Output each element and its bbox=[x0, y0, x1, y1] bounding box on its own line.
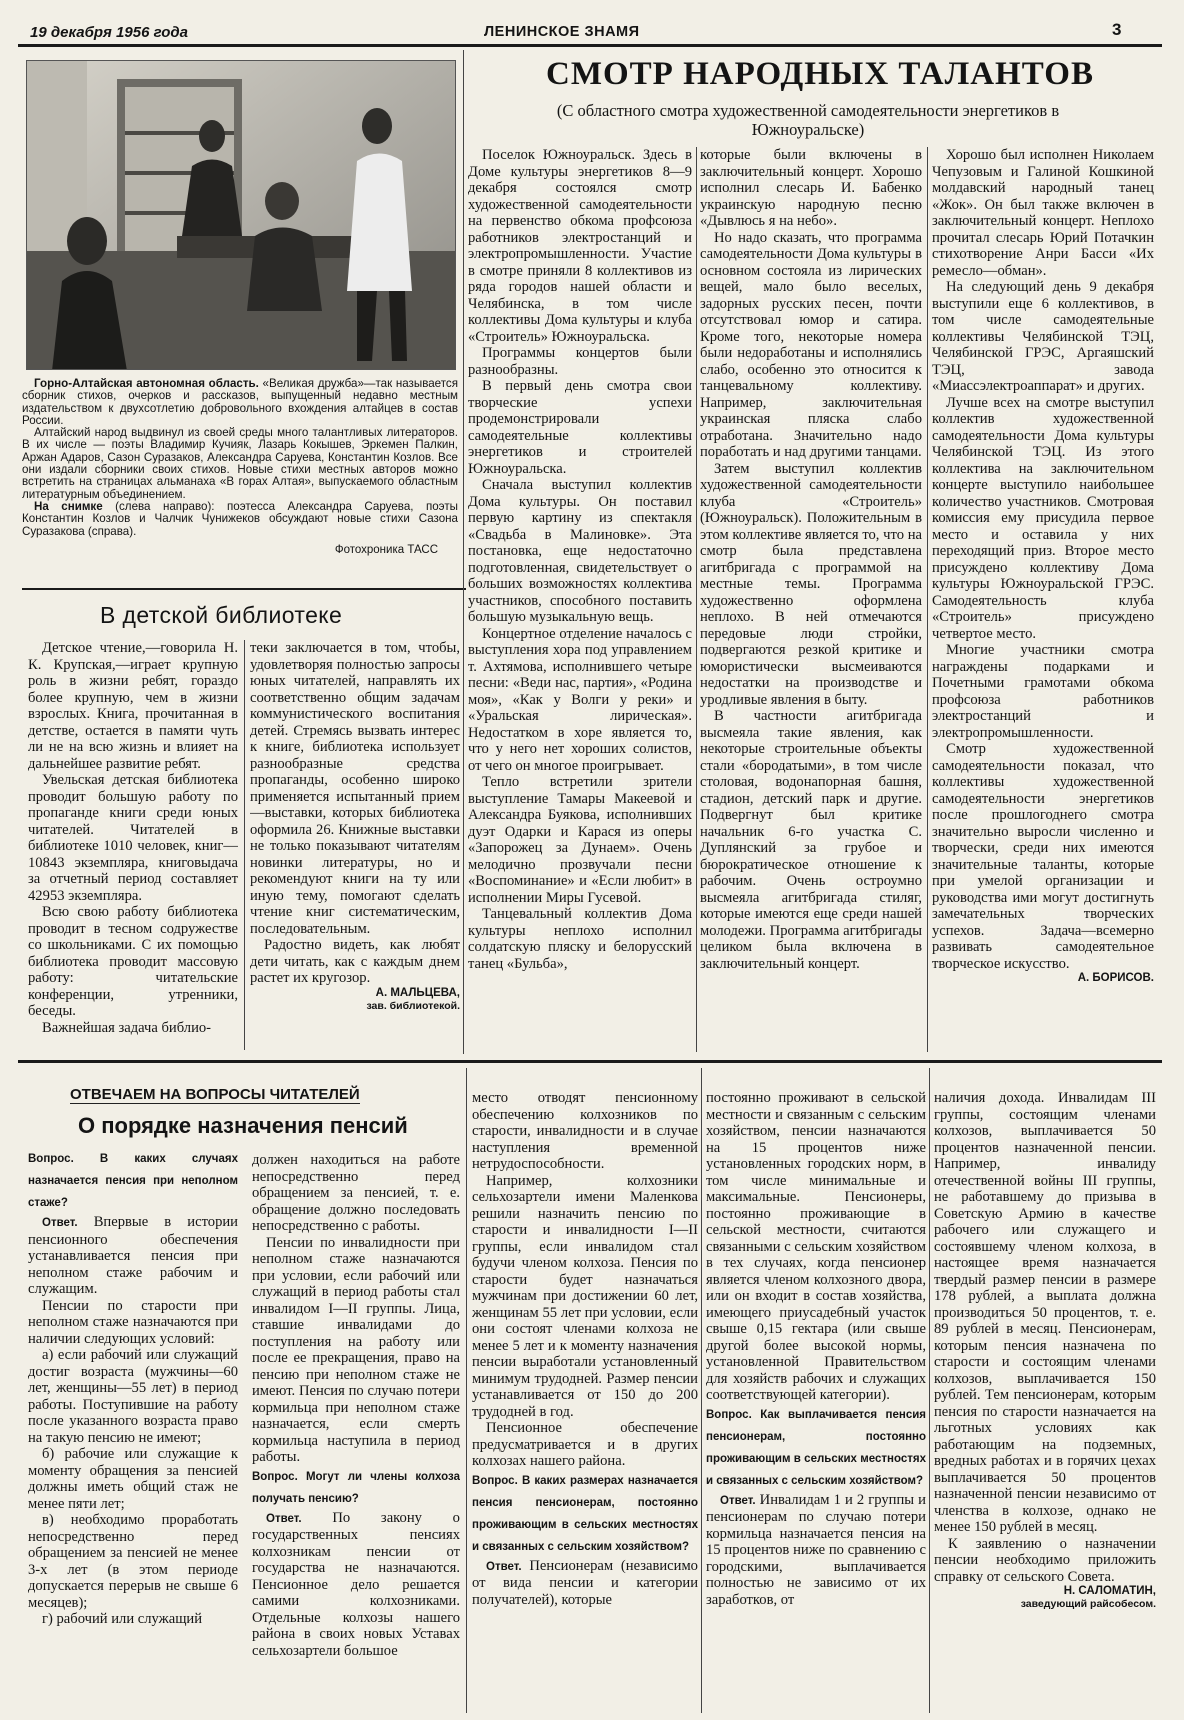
pensions-paragraph: должен находиться на работе непосредственно перед обращением за пенсией, т. е. обращение должно последовать непосредственно с работы. bbox=[252, 1152, 460, 1234]
library-author-role: зав. библиотекой. bbox=[366, 999, 460, 1012]
column-separator bbox=[466, 1068, 467, 1713]
newspaper-name: ЛЕНИНСКОЕ ЗНАМЯ bbox=[484, 24, 640, 40]
column-separator bbox=[696, 147, 697, 1052]
answer-text: Пенсионерам (независимо от вида пенсии и категории получателей), которые bbox=[472, 1557, 698, 1608]
page-number: 3 bbox=[1112, 20, 1122, 39]
issue-date: 19 декабря 1956 года bbox=[30, 24, 188, 41]
library-paragraph: Важнейшая задача библио- bbox=[42, 1019, 212, 1036]
question-label: Вопрос. bbox=[706, 1408, 752, 1421]
pensions-paragraph: наличия дохода. Инвалидам III группы, состоящим членами колхозов, выплачивается 50 процентов назначенной пенсии. Например, инвалиду отечественной войны III группы, не работавшему до призыва в Советскую Армию в качестве рабочего или служащего и состоявшему членом колхоза, в настоящее время назначается твердый размер пенсии в размере 178 рублей, а выплата должна производиться 50 процентов, т. е. 89 рублей в месяц. Пенсионерам, которым пенсия назначена по старости и состоящим членами колхозов, выплачивается 150 рублей. Тем пенсионерам, которым пенсия по старости назначается на льготных условиях как работающим на подземных, вредных работах и в горячих цехах выплачивается 50 процентов назначенной пенсии независимо от членства в колхозе, однако не менее 150 рублей в месяц. bbox=[934, 1090, 1156, 1535]
caption-text: «Великая дружба»—так называется сборник стихов, очерков и рассказов, выпущенный недавно местным издательством к двухсотлетию добровольного вхождения алтайцев в состав России. bbox=[22, 377, 459, 427]
talents-paragraph: Сначала выступил коллектив Дома культуры. Он поставил первую картину из спектакля «Свадьба в Малиновке». Эта постановка, еще недостаточно подготовленная, свидетельствует о больших возможностях коллектива участников, способного поставить большую музыкальную вещь. bbox=[468, 477, 692, 625]
talents-subtitle: (С областного смотра художественной самодеятельности энергетиков в Южноуральске) bbox=[556, 101, 1060, 139]
library-paragraph: Всю свою работу библиотека проводит в тесном содружестве со школьниками. С их помощью библиотека проводит массовую работу: читательские конференции, утренники, беседы. bbox=[28, 904, 238, 1019]
column-separator bbox=[244, 640, 245, 1050]
question-label: Вопрос. bbox=[28, 1153, 74, 1165]
talents-column-2 bbox=[700, 147, 922, 1047]
pensions-paragraph: постоянно проживают в сельской местности и связанным с сельским хозяйством, пенсии назначаются на 15 процентов ниже установленных городских норм, в том числе минимальные и максимальные. Пенсионеры, постоянно проживающие в сельской местности, считаются связанными с сельским хозяйством в тех случаях, когда пенсионер является членом колхозного двора, или он входит в состав хозяйства, имеющего приусадебный участок свыше 0,15 гектара (или свыше другой более высокой нормы, установленной Правительством для хозяйств рабочих и служащих соответствующей категории). bbox=[706, 1090, 926, 1403]
pensions-paragraph: г) рабочий или служащий bbox=[42, 1611, 203, 1627]
answer-label: Ответ. bbox=[42, 1217, 78, 1229]
question-text: В каких размерах назначается пенсия пенсионерам, постоянно проживающим в сельских местностях и связанных с сельским хозяйством? bbox=[472, 1474, 698, 1553]
talents-paragraph: Танцевальный коллектив Дома культуры неплохо исполнил солдатскую пляску и белорусский танец «Бульба», bbox=[468, 906, 692, 972]
talents-paragraph: Но надо сказать, что программа самодеятельности Дома культуры в основном состояла из лирических вещей, мало было веселых, задорных русских песен, почти отсутствовал юмор и сатира. Кроме того, некоторые номера были недоработаны и исполнялись слабо, особенно это относится к танцевальному коллективу. Например, заключительная украинская пляска слабо отработана. Значительно надо поработать и над другими танцами. bbox=[700, 229, 922, 460]
news-photo bbox=[26, 60, 456, 370]
caption-photo-text: (слева направо): поэтесса Александра Саруева, поэты Константин Козлов и Чалчик Чунижеков обсуждают новые стихи Сазона Суразакова (справа). bbox=[22, 499, 458, 538]
talents-paragraph: которые были включены в заключительный концерт. Хорошо исполнил слесарь И. Бабенко украинскую народную песню «Дывлюсь я на небо». bbox=[700, 147, 922, 229]
library-column-2 bbox=[250, 640, 460, 1050]
pensions-column-1 bbox=[28, 1148, 238, 1708]
question-text: В каких случаях назначается пенсия при неполном стаже? bbox=[28, 1153, 238, 1209]
talents-paragraph: На следующий день 9 декабря выступили еще 6 коллективов, в том числе самодеятельные коллективы Челябинской ТЭЦ, Челябинской ГРЭС, Аргаяшский ТЭЦ, завода «Миассэлектроаппарат» и других. bbox=[932, 279, 1154, 394]
library-title: В детской библиотеке bbox=[100, 602, 343, 628]
pensions-paragraph: место отводят пенсионному обеспечению колхозников по старости, инвалидности и в случае наступления временной нетрудоспособности. bbox=[472, 1090, 698, 1172]
question-label: Вопрос. bbox=[472, 1474, 518, 1487]
answer-text: Впервые в истории пенсионного обеспечения устанавливается пенсия при неполном стаже рабочим и служащим. bbox=[28, 1214, 238, 1297]
column-separator bbox=[463, 50, 464, 1054]
talents-paragraph: Тепло встретили зрители выступление Тамары Макеевой и Александра Буякова, исполнивших дуэт Одарки и Карася из оперы «Запорожец за Дунаем». Очень мелодично прозвучали песни «Воспоминание» и «Если любит» в исполнении Миры Гусевой. bbox=[468, 774, 692, 906]
pensions-paragraph: Пенсионное обеспечение предусматривается и в других колхозах нашего района. bbox=[472, 1420, 698, 1469]
header-rule bbox=[18, 44, 1162, 47]
talents-paragraph: В первый день смотра свои творческие успехи продемонстрировали самодеятельные коллективы энергетиков и строителей Южноуральска. bbox=[468, 378, 692, 477]
column-separator bbox=[927, 147, 928, 1052]
answer-text: По закону о государственных пенсиях колхозникам пенсии от государства не назначаются. Пенсионное дело решается самими колхозниками. Отдельные колхозы нашего района в своих новых Уставах сельхозартели большое bbox=[252, 1509, 460, 1659]
question-text: Как выплачивается пенсия пенсионерам, постоянно проживающим в сельских местностях и связанных с сельским хозяйством? bbox=[706, 1408, 926, 1487]
library-paragraph: Детское чтение,—говорила Н. К. Крупская,—играет крупную роль в жизни ребят, гораздо более крупную, чем в жизни взрослых. Книга, прочитанная в детстве, остается в памяти чуть ли не на всю жизнь и влияет на дальнейшее развитие ребят. bbox=[28, 640, 238, 772]
answer-label: Ответ. bbox=[266, 1512, 302, 1525]
talents-paragraph: В частности агитбригада высмеяла такие явления, как некоторые строительные объекты стали «бородатыми», в том числе столовая, водонапорная башня, стадион, детский парк и другие. Подвергнут был критике начальник 6-го участка С. Дуплянский за грубое и бюрократическое отношение к рабочим. Очень остроумно высмеяла агитбригада стиляг, которые имеются еще среди нашей молодежи. Программа агитбригады целиком была включена в заключительный концерт. bbox=[700, 708, 922, 972]
talents-paragraph: Многие участники смотра награждены подарками и Почетными грамотами обкома профсоюза работников электростанций и электропромышленности. bbox=[932, 642, 1154, 741]
pensions-column-3 bbox=[472, 1090, 698, 1708]
column-separator bbox=[929, 1068, 930, 1713]
library-author: А. МАЛЬЦЕВА, bbox=[375, 986, 460, 999]
talents-paragraph: Концертное отделение началось с выступления хора под управлением т. Ахтямова, исполнившего четыре песни: «Веди нас, партия», «Родина моя», «Как у Волги у реки» и «Уральская лирическая». Недостатком в хоре является то, что у него нет хороших солистов, от чего он многое проигрывает. bbox=[468, 625, 692, 774]
caption-photo-lead: На снимке bbox=[34, 499, 103, 513]
answer-text: Инвалидам 1 и 2 группы и пенсионерам по случаю потери кормильца назначается пенсия на 15 процентов ниже по сравнению с городскими, выплачивается полностью не зависимо от их заработков, от bbox=[706, 1491, 926, 1608]
pensions-paragraph: а) если рабочий или служащий достиг возраста (мужчины—60 лет, женщины—55 лет) в период работы. Поступившие на работу после указанного возраста право на такую пенсию не имеют; bbox=[28, 1347, 238, 1446]
library-paragraph: Увельская детская библиотека проводит большую работу по пропаганде книги среди юных читателей. Читателей в библиотеке 1010 человек, книг—10843 экземпляра, книговыдача за отчетный период составляет 42953 экземпляра. bbox=[28, 772, 238, 904]
pensions-column-5 bbox=[934, 1090, 1156, 1708]
question-label: Вопрос. bbox=[252, 1470, 298, 1483]
talents-column-3 bbox=[932, 147, 1154, 1047]
pensions-author: Н. САЛОМАТИН, bbox=[1063, 1585, 1156, 1597]
photo-image bbox=[27, 61, 456, 370]
talents-author: А. БОРИСОВ. bbox=[1077, 972, 1154, 984]
photo-credit: Фотохроника ТАСС bbox=[334, 543, 438, 556]
pensions-paragraph: Пенсии по старости при неполном стаже назначаются при наличии следующих условий: bbox=[28, 1297, 238, 1347]
talents-column-1 bbox=[468, 147, 692, 1047]
library-paragraph: Радостно видеть, как любят дети читать, как с каждым днем растет их кругозор. bbox=[250, 937, 460, 986]
pensions-paragraph: в) необходимо проработать непосредственно перед обращением за пенсией не менее 3-х лет (в этом периоде допускается перерыв не свыше 6 месяцев); bbox=[28, 1512, 238, 1611]
library-paragraph: теки заключается в том, чтобы, удовлетворяя полностью запросы юных читателей, направлять их соответственно общим задачам коммунистического воспитания детей. Стремясь вызвать интерес к книге, библиотека использует разнообразные средства пропаганды, особенно широко применяется испытанный прием—выставки, которых библиотека оформила 26. Книжные выставки не только показывают читателям новинки литературы, но и рекомендуют книги на ту или иную тему, помогают сделать чтение книг систематическим, последовательным. bbox=[250, 640, 460, 937]
caption-paragraph: Алтайский народ выдвинул из своей среды много талантливых литераторов. В их числе — поэты Владимир Кучияк, Лазарь Кокышев, Эркемен Палкин, Аржан Адаров, Сазон Суразаков, Александра Саруева, Константин Козлов. Все они издали сборники своих стихов. Новые стихи местных авторов можно встретить на страницах альманаха «В горах Алтая», выпускаемого областным литературным объединением. bbox=[22, 426, 458, 501]
library-column-1 bbox=[28, 640, 238, 1050]
pensions-paragraph: К заявлению о назначении пенсии необходимо приложить справку от сельского Совета. bbox=[934, 1535, 1156, 1585]
pensions-paragraph: б) рабочие или служащие к моменту обращения за пенсией должны иметь общий стаж не менее пяти лет; bbox=[28, 1446, 238, 1512]
photo-divider bbox=[22, 588, 466, 590]
pensions-column-4 bbox=[706, 1090, 926, 1708]
answer-label: Ответ. bbox=[486, 1560, 522, 1573]
answer-label: Ответ. bbox=[720, 1494, 756, 1507]
pensions-rubric: ОТВЕЧАЕМ НА ВОПРОСЫ ЧИТАТЕЛЕЙ bbox=[70, 1086, 360, 1103]
talents-paragraph: Программы концертов были разнообразны. bbox=[468, 345, 692, 378]
talents-paragraph: Смотр художественной самодеятельности показал, что коллективы художественной самодеятельности энергетиков после прошлогоднего смотра значительно выросли численно и творчески, среди них имеются значительные таланты, которые при умелой организации и руководства ими могут достигнуть замечательных творческих успехов. Задача—всемерно развивать самодеятельное творческое искусство. bbox=[932, 741, 1154, 972]
question-text: Могут ли члены колхоза получать пенсию? bbox=[252, 1470, 460, 1505]
pensions-paragraph: Пенсии по инвалидности при неполном стаже назначаются при условии, если рабочий или служащий в период работы стал инвалидом I—II группы. Лица, ставшие инвалидами до поступления на работу или после ее прекращения, право на пенсию при неполном стаже не имеют. Пенсия по случаю потери кормильца при неполном стаже назначается, если смерть кормильца наступила в период работы. bbox=[252, 1234, 460, 1465]
column-separator bbox=[701, 1068, 702, 1713]
section-divider bbox=[18, 1060, 1162, 1063]
caption-lead: Горно-Алтайская автономная область. bbox=[34, 377, 259, 390]
photo-caption bbox=[22, 378, 458, 556]
pensions-author-role: заведующий райсобесом. bbox=[1020, 1598, 1156, 1610]
talents-paragraph: Затем выступил коллектив художественной самодеятельности клуба «Строитель» (Южноуральск). Положительным в этом коллективе является то, что на смотр была представлена агитбригада с программой на местные темы. Программа художественно оформлена неплохо. В ней отмечаются передовые люди стройки, подвергаются резкой критике и юмористически высмеиваются недостатки на производстве и уродливые явления в быту. bbox=[700, 460, 922, 708]
talents-title: СМОТР НАРОДНЫХ ТАЛАНТОВ bbox=[546, 56, 1094, 92]
pensions-title: О порядке назначения пенсий bbox=[78, 1113, 408, 1138]
pensions-paragraph: Например, колхозники сельхозартели имени Маленкова решили назначить пенсию по старости и инвалидности I—II группы, если инвалидом стал будучи членом колхоза. Пенсия по старости будет назначаться мужчинам при достижении 60 лет, женщинам 55 лет при условии, если они состоят членами колхоза не менее 5 лет и к моменту назначения пенсии выработали установленный минимум трудодней. Размер пенсии устанавливается от 150 до 200 трудодней в год. bbox=[472, 1172, 698, 1420]
talents-paragraph: Лучше всех на смотре выступил коллектив художественной самодеятельности Дома культуры Челябинской ТЭЦ. Из этого коллектива на заключительном концерте выступило наибольшее количество участников. Смотровая комиссия ему присудила первое место и оставила у них переходящий приз. Второе место присуждено коллективу Дома культуры Южноуральской ГРЭС. Самодеятельность клуба «Строитель» присуждено четвертое место. bbox=[932, 394, 1154, 642]
talents-paragraph: Хорошо был исполнен Николаем Чепузовым и Галиной Кошкиной молдавский народный танец «Жок». Он был также включен в заключительный концерт. Неплохо прочитал слесарь Юрий Потачкин стихотворение Анри Басси «Их ремесло—обман». bbox=[932, 147, 1154, 279]
talents-paragraph: Поселок Южноуральск. Здесь в Доме культуры энергетиков 8—9 декабря состоялся смотр художественной самодеятельности на первенство обкома профсоюза работников электростанций и электропромышленности. Участие в смотре приняли 8 коллективов из ряда городов нашей области и Челябинска, в том числе коллективы Дома культуры и клуба «Строитель» Южноуральска. bbox=[468, 147, 692, 345]
pensions-column-2 bbox=[252, 1152, 460, 1708]
